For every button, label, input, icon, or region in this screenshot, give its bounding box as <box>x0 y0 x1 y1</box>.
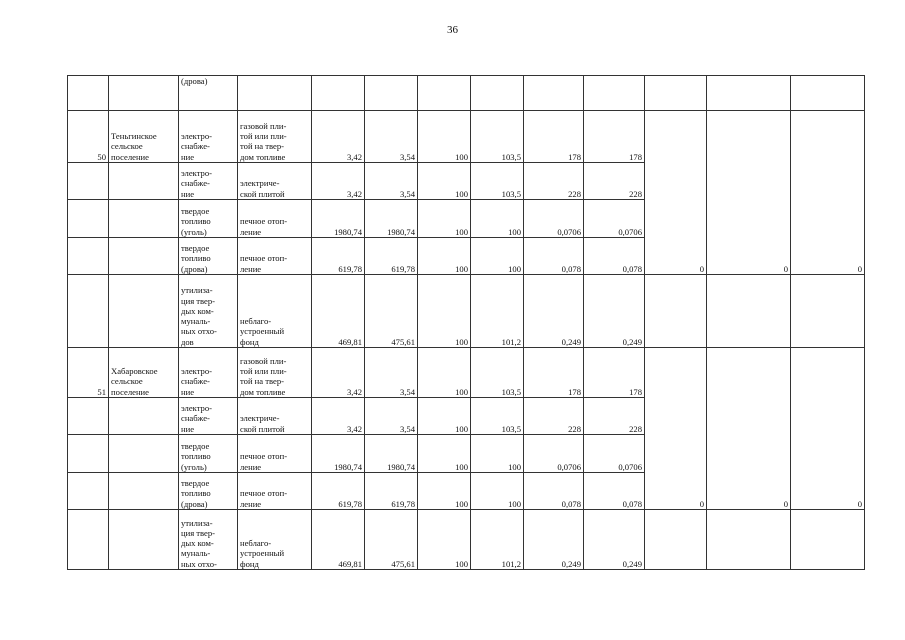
cell-value: 3,42 <box>312 398 365 435</box>
cell-use: печное отоп- ление <box>238 238 312 275</box>
cell-value: 0,0706 <box>524 200 584 238</box>
cell-no <box>68 238 109 275</box>
cell-summary <box>791 76 865 111</box>
cell-value: 0,249 <box>524 275 584 348</box>
cell-value: 100 <box>471 473 524 510</box>
cell-value: 1980,74 <box>365 435 418 473</box>
cell-use: печное отоп- ление <box>238 473 312 510</box>
cell-no <box>68 200 109 238</box>
cell-use: неблаго- устроенный фонд <box>238 275 312 348</box>
cell-value: 0,0706 <box>584 435 645 473</box>
cell-value: 475,61 <box>365 275 418 348</box>
cell-value <box>584 76 645 111</box>
settlement-number: 51 <box>68 348 109 398</box>
cell-value: 100 <box>418 200 471 238</box>
cell-value: 0,078 <box>524 238 584 275</box>
cell-no <box>68 510 109 570</box>
cell-value: 0,249 <box>584 275 645 348</box>
cell-value: 100 <box>471 238 524 275</box>
cell-resource: твердое топливо (дрова) <box>179 473 238 510</box>
cell-no <box>68 473 109 510</box>
cell-summary <box>707 275 791 348</box>
settlement-number: 50 <box>68 111 109 163</box>
cell-value: 1980,74 <box>312 435 365 473</box>
cell-resource: электро- снабже- ние <box>179 163 238 200</box>
cell-resource: (дрова) <box>179 76 238 111</box>
cell-value: 3,54 <box>365 111 418 163</box>
cell-use: неблаго- устроенный фонд <box>238 510 312 570</box>
cell-resource: твердое топливо (уголь) <box>179 200 238 238</box>
cell-summary <box>645 275 707 348</box>
cell-value: 0,249 <box>524 510 584 570</box>
cell-value: 100 <box>418 398 471 435</box>
cell-value: 100 <box>418 111 471 163</box>
cell-summary <box>707 76 791 111</box>
summary-value: 0 <box>791 111 865 275</box>
cell-value: 103,5 <box>471 348 524 398</box>
cell-use: печное отоп- ление <box>238 435 312 473</box>
cell-value: 3,42 <box>312 111 365 163</box>
cell-use: газовой пли- той или пли- той на твер- дом топливе <box>238 111 312 163</box>
cell-value: 103,5 <box>471 163 524 200</box>
cell-value: 0,249 <box>584 510 645 570</box>
cell-value: 475,61 <box>365 510 418 570</box>
cell-name <box>109 275 179 348</box>
cell-summary <box>791 275 865 348</box>
cell-value: 228 <box>524 398 584 435</box>
cell-value: 0,0706 <box>584 200 645 238</box>
cell-no <box>68 275 109 348</box>
cell-value: 1980,74 <box>312 200 365 238</box>
cell-summary <box>645 76 707 111</box>
cell-name <box>109 510 179 570</box>
table-row <box>68 510 865 570</box>
table-row <box>68 275 865 348</box>
cell-summary <box>791 510 865 570</box>
cell-value: 469,81 <box>312 275 365 348</box>
cell-value: 100 <box>471 435 524 473</box>
settlement-name: Хабаровское сельское поселение <box>109 348 179 398</box>
cell-value: 178 <box>524 111 584 163</box>
cell-summary <box>707 510 791 570</box>
cell-name <box>109 238 179 275</box>
cell-value: 100 <box>418 275 471 348</box>
cell-name <box>109 398 179 435</box>
cell-value: 101,2 <box>471 275 524 348</box>
cell-value: 0,078 <box>524 473 584 510</box>
cell-resource: утилиза- ция твер- дых ком- муналь- ных отхо- <box>179 510 238 570</box>
cell-name <box>109 200 179 238</box>
cell-value: 178 <box>584 111 645 163</box>
table-row <box>68 348 865 398</box>
cell-name <box>109 163 179 200</box>
tariff-table <box>67 75 865 570</box>
cell-value: 103,5 <box>471 398 524 435</box>
settlement-name: Теньгинское сельское поселение <box>109 111 179 163</box>
cell-value: 178 <box>584 348 645 398</box>
cell-value: 228 <box>584 163 645 200</box>
cell-value <box>524 76 584 111</box>
cell-value: 103,5 <box>471 111 524 163</box>
cell-use: печное отоп- ление <box>238 200 312 238</box>
cell-value: 228 <box>524 163 584 200</box>
cell-value: 3,42 <box>312 348 365 398</box>
cell-resource: электро- снабже- ние <box>179 348 238 398</box>
cell-value: 100 <box>418 238 471 275</box>
cell-value: 0,078 <box>584 238 645 275</box>
cell-value: 100 <box>418 163 471 200</box>
cell-value: 0,078 <box>584 473 645 510</box>
cell-no <box>68 76 109 111</box>
cell-value: 619,78 <box>312 238 365 275</box>
cell-value <box>418 76 471 111</box>
cell-resource: электро- снабже- ние <box>179 398 238 435</box>
cell-value: 619,78 <box>365 473 418 510</box>
cell-value: 178 <box>524 348 584 398</box>
cell-resource: твердое топливо (уголь) <box>179 435 238 473</box>
cell-value: 100 <box>418 435 471 473</box>
cell-summary <box>645 510 707 570</box>
summary-value: 0 <box>791 348 865 510</box>
cell-no <box>68 163 109 200</box>
cell-value: 0,0706 <box>524 435 584 473</box>
cell-resource: твердое топливо (дрова) <box>179 238 238 275</box>
cell-no <box>68 435 109 473</box>
table-row <box>68 111 865 163</box>
cell-value: 3,54 <box>365 163 418 200</box>
cell-value: 1980,74 <box>365 200 418 238</box>
cell-value: 3,54 <box>365 398 418 435</box>
cell-value: 619,78 <box>365 238 418 275</box>
summary-value: 0 <box>645 348 707 510</box>
cell-value <box>312 76 365 111</box>
summary-value: 0 <box>645 111 707 275</box>
cell-name <box>109 76 179 111</box>
cell-value <box>365 76 418 111</box>
page-number: 36 <box>447 24 458 36</box>
cell-use: электриче- ской плитой <box>238 398 312 435</box>
cell-value: 101,2 <box>471 510 524 570</box>
cell-no <box>68 398 109 435</box>
cell-value: 3,54 <box>365 348 418 398</box>
cell-value: 228 <box>584 398 645 435</box>
cell-use <box>238 76 312 111</box>
cell-value: 100 <box>471 200 524 238</box>
cell-value: 100 <box>418 348 471 398</box>
cell-use: газовой пли- той или пли- той на твер- дом топливе <box>238 348 312 398</box>
summary-value: 0 <box>707 111 791 275</box>
cell-resource: утилиза- ция твер- дых ком- муналь- ных отхо- дов <box>179 275 238 348</box>
cell-name <box>109 473 179 510</box>
cell-resource: электро- снабже- ние <box>179 111 238 163</box>
cell-value: 100 <box>418 473 471 510</box>
cell-value: 619,78 <box>312 473 365 510</box>
cell-value: 100 <box>418 510 471 570</box>
cell-value: 469,81 <box>312 510 365 570</box>
cell-value: 3,42 <box>312 163 365 200</box>
cell-use: электриче- ской плитой <box>238 163 312 200</box>
cell-name <box>109 435 179 473</box>
summary-value: 0 <box>707 348 791 510</box>
cell-value <box>471 76 524 111</box>
table-row <box>68 76 865 111</box>
